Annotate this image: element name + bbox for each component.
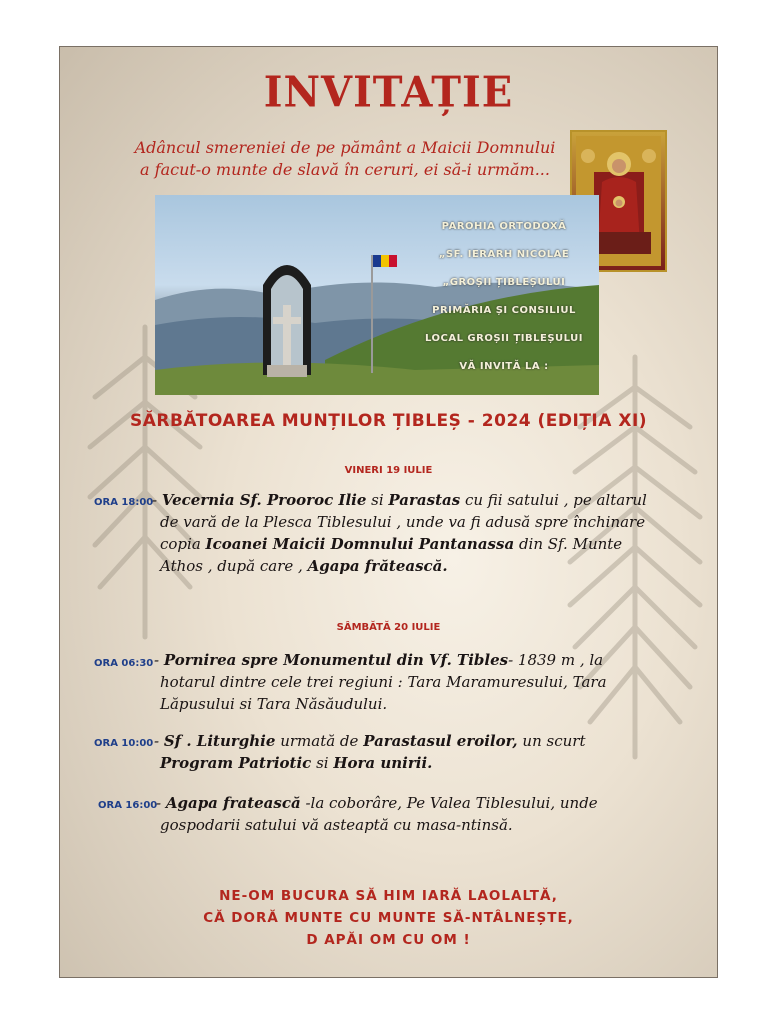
subtitle-quote xyxy=(120,137,570,181)
parish-line-2: „SF. IERARH NICOLAE xyxy=(438,249,570,260)
schedule-item-agapa xyxy=(156,792,716,836)
day-label-saturday: SÂMBĂTĂ 20 IULIE xyxy=(336,622,441,633)
page-title: INVITAȚIE xyxy=(263,67,514,118)
schedule-item-liturghie xyxy=(154,730,714,774)
mountain-photo xyxy=(155,195,599,395)
text-line: - Agapa fratească -la coborâre, Pe Valea Tiblesului, unde xyxy=(156,794,598,812)
text-line: Lăpusului si Tara Năsăudului. xyxy=(160,695,388,713)
subtitle-line-1: Adâncul smereniei de pe pământ a Maicii Domnului xyxy=(134,138,556,157)
text-line: hotarul dintre cele trei regiuni : Tara Maramuresului, Tara xyxy=(160,673,607,691)
text-line: - Sf . Liturghie urmată de Parastasul eroilor, un scurt xyxy=(154,732,586,750)
day-label-friday: VINERI 19 IULIE xyxy=(344,465,433,476)
time-label: ORA 10:00 xyxy=(94,738,154,749)
closing-line-2: CĂ DORĂ MUNTE CU MUNTE SĂ-NTÂLNEȘTE, xyxy=(203,910,574,926)
text-line: gospodarii satului vă asteaptă cu masa-ntinsă. xyxy=(160,816,513,834)
subtitle-line-2: a facut-o munte de slavă în ceruri, ei să-i urmăm... xyxy=(140,160,550,179)
text-line: Program Patriotic si Hora unirii. xyxy=(160,754,433,772)
parish-line-6: VĂ INVITĂ LA : xyxy=(459,361,549,372)
schedule-item-pornirea xyxy=(154,649,714,715)
invitation-page xyxy=(59,46,718,978)
text-line: de vară de la Plesca Tiblesului , unde va fi adusă spre închinare xyxy=(160,513,646,531)
parish-line-5: LOCAL GROȘII ȚIBLEȘULUI xyxy=(424,333,584,344)
parish-line-1: PAROHIA ORTODOXĂ xyxy=(441,221,567,232)
time-label: ORA 06:30 xyxy=(94,658,154,669)
time-label: ORA 16:00 xyxy=(98,800,158,811)
parish-line-3: „GROȘII ȚIBLEȘULUI xyxy=(442,277,566,288)
closing-line-3: D APĂI OM CU OM ! xyxy=(306,932,471,948)
closing-line-1: NE-OM BUCURA SĂ HIM IARĂ LAOLALTĂ, xyxy=(219,888,558,904)
text-line: Athos , după care , Agapa frătească. xyxy=(160,557,448,575)
text-line: copia Icoanei Maicii Domnului Pantanassa din Sf. Munte xyxy=(160,535,623,553)
parish-line-4: PRIMĂRIA ȘI CONSILIUL xyxy=(432,305,576,316)
closing-message xyxy=(60,885,717,951)
text-line: - Vecernia Sf. Prooroc Ilie si Parastas cu fii satului , pe altarul xyxy=(152,491,647,509)
schedule-item-vecernia xyxy=(152,489,712,577)
event-title: SĂRBĂTOAREA MUNȚILOR ȚIBLEȘ - 2024 (EDIȚIA XI) xyxy=(129,411,648,431)
text-line: - Pornirea spre Monumentul din Vf. Tibles- 1839 m , la xyxy=(154,651,604,669)
time-label: ORA 18:00 xyxy=(94,497,154,508)
